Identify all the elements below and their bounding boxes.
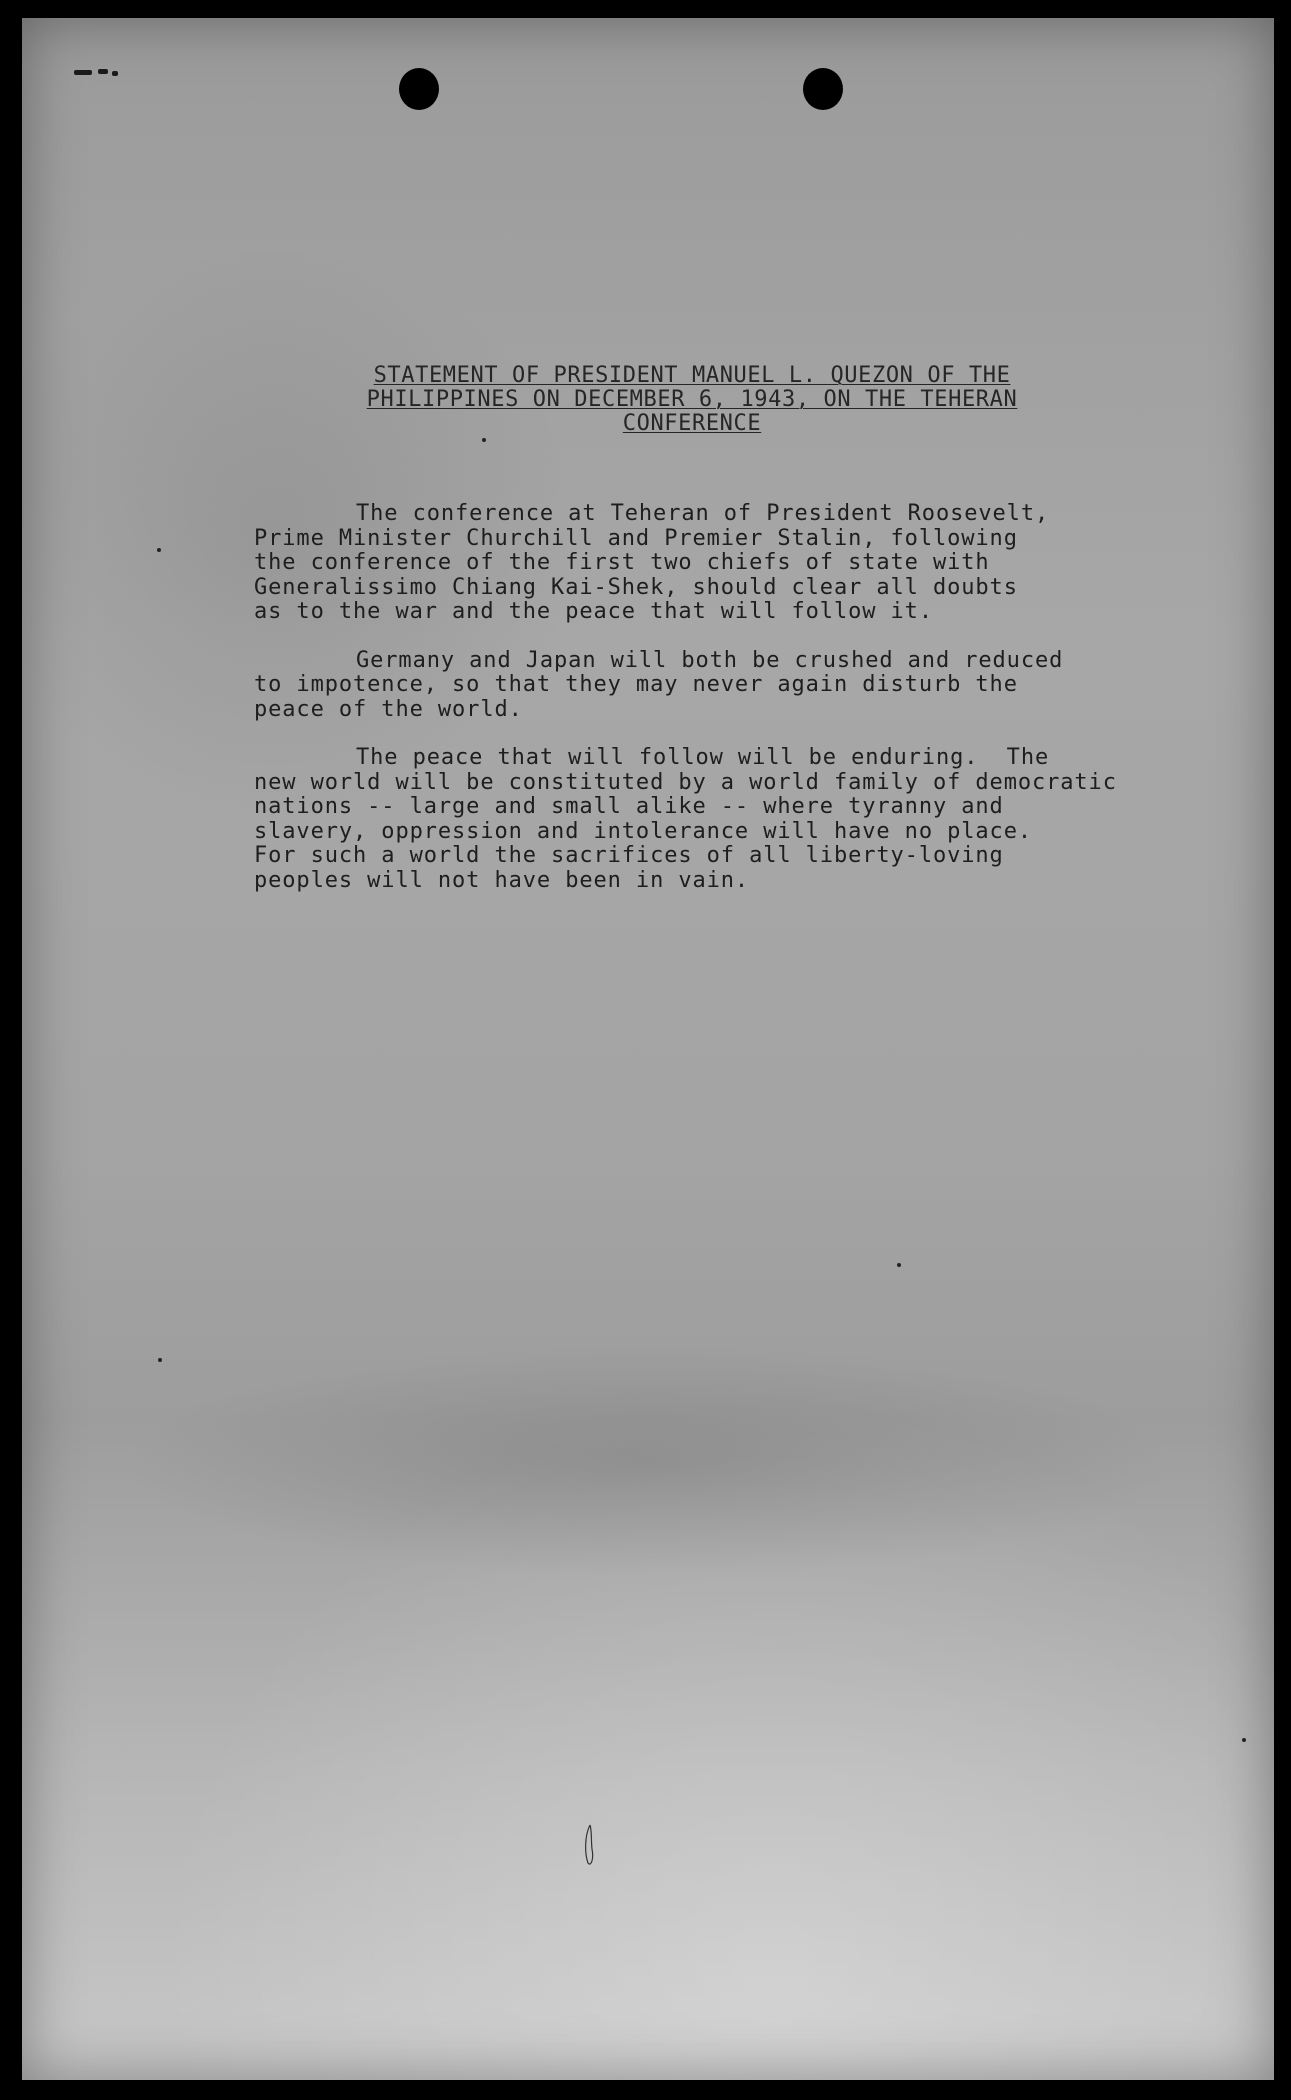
- text-line: The peace that will follow will be enduring. The: [356, 745, 1050, 770]
- text-line: Prime Minister Churchill and Premier Stalin, following: [254, 525, 1018, 551]
- text-line: Germany and Japan will both be crushed and reduced: [356, 647, 1064, 673]
- paper-speck: [482, 438, 486, 442]
- text-line: peoples will not have been in vain.: [254, 867, 750, 893]
- text-line: the conference of the first two chiefs of state with: [254, 550, 990, 575]
- document-body: [254, 502, 1254, 917]
- ink-mark: [74, 68, 122, 76]
- text-line: The conference at Teheran of President Roosevelt,: [356, 501, 1050, 526]
- paper-speck: [157, 548, 161, 552]
- text-line: For such a world the sacrifices of all liberty-loving: [254, 843, 1004, 868]
- title-line: STATEMENT OF PRESIDENT MANUEL L. QUEZON OF THE: [373, 363, 1011, 388]
- paragraph-2: [254, 649, 1254, 723]
- text-line: nations -- large and small alike -- where tyranny and: [254, 794, 1004, 819]
- title-line: PHILIPPINES ON DECEMBER 6, 1943, ON THE TEHERAN: [366, 387, 1018, 412]
- text-line: peace of the world.: [254, 696, 523, 722]
- paragraph-1: [254, 502, 1254, 625]
- text-line: new world will be constituted by a world family of democratic: [254, 769, 1117, 795]
- paper-speck: [1242, 1738, 1246, 1742]
- paper-speck: [897, 1263, 901, 1267]
- paper-speck: [158, 1358, 162, 1362]
- paragraph-3: [254, 746, 1254, 893]
- text-line: to impotence, so that they may never again disturb the: [254, 672, 1018, 697]
- text-line: Generalissimo Chiang Kai-Shek, should clear all doubts: [254, 574, 1018, 600]
- title-line: CONFERENCE: [622, 411, 762, 436]
- pencil-mark: [582, 1823, 598, 1867]
- text-line: slavery, oppression and intolerance will have no place.: [254, 818, 1032, 844]
- punch-hole-right: [803, 68, 843, 110]
- punch-hole-left: [399, 68, 439, 110]
- text-line: as to the war and the peace that will follow it.: [254, 599, 933, 624]
- document-page: [22, 18, 1274, 2080]
- document-title: [322, 364, 1062, 436]
